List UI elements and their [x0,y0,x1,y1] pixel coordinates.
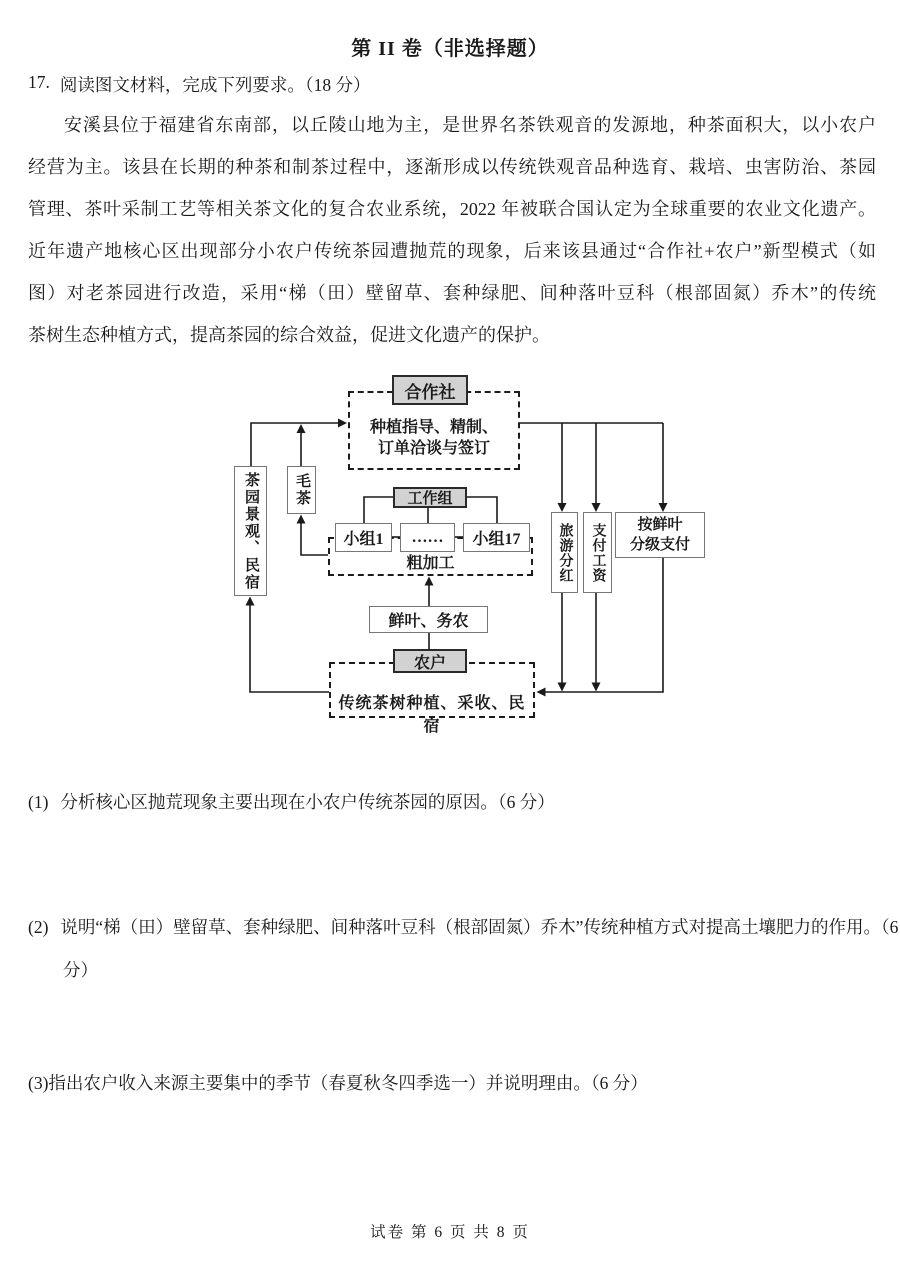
coop-desc-line2: 订单洽谈与签订 [377,440,490,457]
material-paragraph [28,104,876,356]
sub-question-3-text: 指出农户收入来源主要集中的季节（春夏秋冬四季选一）并说明理由。（6 分） [48,1073,648,1093]
paragraph-line: 图）对老茶园进行改造，采用“梯（田）壁留草、套种绿肥、间种落叶豆科（根部固氮）乔木”的传统 [28,283,876,303]
question-17 [28,72,876,97]
workgroup-label-box: 工作组 [393,487,467,508]
page-title: 第 II 卷（非选择题） [351,38,549,60]
sub-question-1-text: 分析核心区抛荒现象主要出现在小农户传统茶园的原因。（6 分） [60,792,555,812]
farmer-label-box: 农户 [393,649,467,673]
sub-question-2 [28,906,900,992]
sub-question-2-text: 说明“梯（田）壁留草、套种绿肥、间种落叶豆科（根部固氮）乔木”传统种植方式对提高土壤肥力的作用。（6 分） [60,917,899,980]
paragraph-line: 茶树生态种植方式，提高茶园的综合效益，促进文化遗产的保护。 [28,325,550,345]
paragraph-line: 近年遗产地核心区出现部分小农户传统茶园遭抛荒的现象，后来该县通过“合作社+农户”新型模式（如 [28,241,876,261]
tourism-dividend-box [551,512,578,593]
graded-pay-box [615,512,705,558]
rough-processing-label: 粗加工 [406,555,455,572]
pay-wages-box [583,512,612,593]
group17-box: 小组17 [463,523,530,552]
sub-question-1-label: (1) [28,792,49,812]
coop-desc-line1: 种植指导、精制、 [369,419,498,436]
sub-question-2-label: (2) [28,917,49,937]
paragraph-line: 经营为主。该县在长期的种茶和制茶过程中，逐渐形成以传统铁观音品种选育、栽培、虫害防治、茶园 [28,157,876,177]
question-17-text: 阅读图文材料，完成下列要求。（18 分） [59,75,371,95]
tourism-dividend-label: 旅游分红 [557,522,573,583]
page-footer: 试卷 第 6 页 共 8 页 [370,1224,530,1241]
fresh-leaves-box: 鲜叶、务农 [369,606,488,633]
flow-diagram [0,355,900,750]
tea-garden-label: 茶园景观、民宿 [243,471,259,591]
group1-box: 小组1 [335,523,392,552]
sub-question-3-label: (3) [28,1073,49,1093]
sub-question-1 [28,781,900,824]
graded-pay-line1: 按鲜叶 [637,517,683,533]
raw-tea-label: 毛茶 [294,473,310,507]
raw-tea-box [287,466,316,514]
paragraph-line: 安溪县位于福建省东南部，以丘陵山地为主，是世界名茶铁观音的发源地，种茶面积大，以小农户 [64,115,876,135]
sub-question-3 [28,1062,900,1105]
pay-wages-label: 支付工资 [590,522,606,583]
graded-pay-line2: 分级支付 [629,537,690,553]
paragraph-line: 管理、茶叶采制工艺等相关茶文化的复合农业系统，2022 年被联合国认定为全球重要的农业文化遗产。 [28,199,876,219]
coop-label-box: 合作社 [392,375,468,405]
tea-garden-box [234,466,267,596]
farmer-desc: 传统茶树种植、采收、民宿 [338,695,526,735]
question-17-number: 17. [28,72,50,92]
group-ellipsis-box: …… [400,523,455,552]
